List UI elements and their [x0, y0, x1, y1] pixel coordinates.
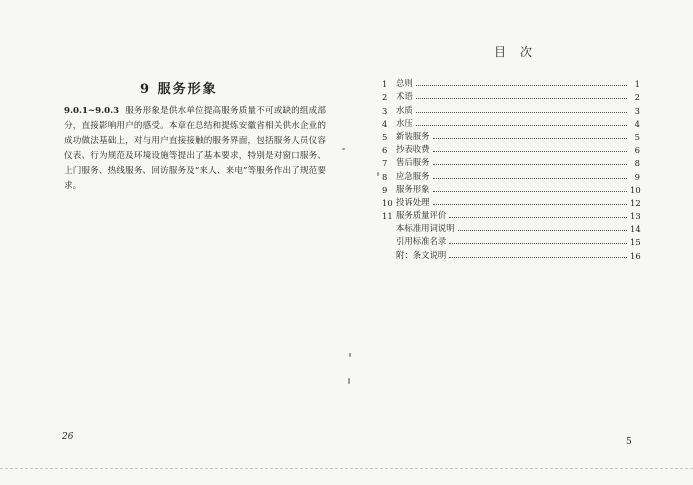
scan-edge-line — [0, 468, 693, 469]
toc-leader-dots — [458, 230, 627, 231]
scan-speck — [349, 353, 351, 357]
toc-item — [382, 247, 640, 260]
toc-item — [382, 155, 640, 168]
toc-item-page: 9 — [634, 171, 640, 182]
toc-item-number: 4 — [382, 118, 388, 129]
scan-speck — [377, 172, 379, 176]
toc-item-number: 2 — [382, 92, 388, 103]
toc-leader-dots — [449, 257, 627, 258]
toc-leader-dots — [433, 204, 628, 205]
toc-item — [382, 76, 640, 89]
toc-item — [382, 182, 640, 195]
toc-item-number: 7 — [382, 158, 388, 169]
toc-item-page: 14 — [630, 224, 641, 235]
toc-item — [382, 234, 640, 247]
toc-item-label: 新装服务 — [396, 130, 430, 141]
toc-item-label: 术语 — [396, 91, 413, 102]
toc-item — [382, 116, 640, 129]
table-of-contents — [382, 76, 640, 261]
toc-item-label: 投诉处理 — [396, 196, 430, 207]
toc-item-number: 9 — [382, 184, 388, 195]
toc-item-page: 6 — [634, 145, 640, 156]
toc-leader-dots — [416, 98, 627, 99]
toc-item-number: 3 — [382, 105, 388, 116]
page-number: 26 — [62, 432, 74, 442]
clause-text: 服务形象是供水单位提高服务质量不可或缺的组成部分，直接影响用户的感受。本章在总结和提炼安徽省相关供水企业的成功做法基础上，对与用户直接接触的服务界面，包括服务人员仪容仪表、行为规范及环境设施等提出了基本要求，特别是对窗口服务、上门服务、热线服务、回访服务及“来人、来电”等服务作出了规范要求。 — [64, 106, 326, 191]
page-number: 5 — [626, 437, 632, 447]
toc-item — [382, 195, 640, 208]
toc-item-page: 8 — [634, 158, 640, 169]
toc-item — [382, 168, 640, 181]
toc-item-page: 13 — [630, 211, 641, 222]
toc-item-label: 附：条文说明 — [396, 249, 447, 260]
toc-leader-dots — [433, 178, 628, 179]
toc-item-page: 16 — [630, 250, 641, 261]
toc-item-number: 11 — [382, 211, 393, 222]
toc-leader-dots — [416, 112, 627, 113]
section-title: 9 服务形象 — [140, 82, 218, 97]
toc-item-label: 总则 — [396, 78, 413, 89]
toc-item-page: 5 — [634, 131, 640, 142]
toc-item-label: 水压 — [396, 117, 413, 128]
section-body — [64, 104, 326, 194]
toc-item-label: 抄表收费 — [396, 144, 430, 155]
toc-item-label: 售后服务 — [396, 157, 430, 168]
right-page — [346, 0, 693, 485]
toc-item-number: 1 — [382, 79, 388, 90]
toc-leader-dots — [449, 243, 627, 244]
toc-item — [382, 89, 640, 102]
toc-item-number: 5 — [382, 131, 388, 142]
toc-item-page: 1 — [634, 79, 640, 90]
scan-speck — [342, 148, 345, 150]
toc-item — [382, 142, 640, 155]
toc-item-label: 应急服务 — [396, 170, 430, 181]
left-page — [0, 0, 346, 485]
toc-item-page: 10 — [630, 184, 641, 195]
clause-number: 9.0.1~9.0.3 — [64, 106, 120, 116]
toc-leader-dots — [416, 125, 627, 126]
toc-item-number: 10 — [382, 197, 393, 208]
toc-leader-dots — [433, 151, 628, 152]
toc-item — [382, 102, 640, 115]
toc-leader-dots — [449, 217, 627, 218]
toc-item-page: 12 — [630, 197, 641, 208]
toc-title: 目次 — [494, 45, 547, 59]
toc-item — [382, 129, 640, 142]
toc-leader-dots — [433, 191, 628, 192]
toc-item-page: 15 — [630, 237, 641, 248]
toc-item — [382, 221, 640, 234]
toc-item-label: 服务质量评价 — [396, 210, 447, 221]
toc-item-label: 引用标准名录 — [396, 236, 447, 247]
toc-item-number: 8 — [382, 171, 388, 182]
toc-item-page: 2 — [634, 92, 640, 103]
toc-item-page: 4 — [634, 118, 640, 129]
toc-item-label: 本标准用词说明 — [396, 223, 455, 234]
scan-speck — [348, 378, 350, 384]
toc-item-page: 3 — [634, 105, 640, 116]
toc-item — [382, 208, 640, 221]
toc-leader-dots — [433, 164, 628, 165]
toc-item-label: 服务形象 — [396, 183, 430, 194]
toc-leader-dots — [433, 138, 628, 139]
toc-leader-dots — [416, 85, 627, 86]
toc-item-label: 水质 — [396, 104, 413, 115]
toc-item-number: 6 — [382, 145, 388, 156]
